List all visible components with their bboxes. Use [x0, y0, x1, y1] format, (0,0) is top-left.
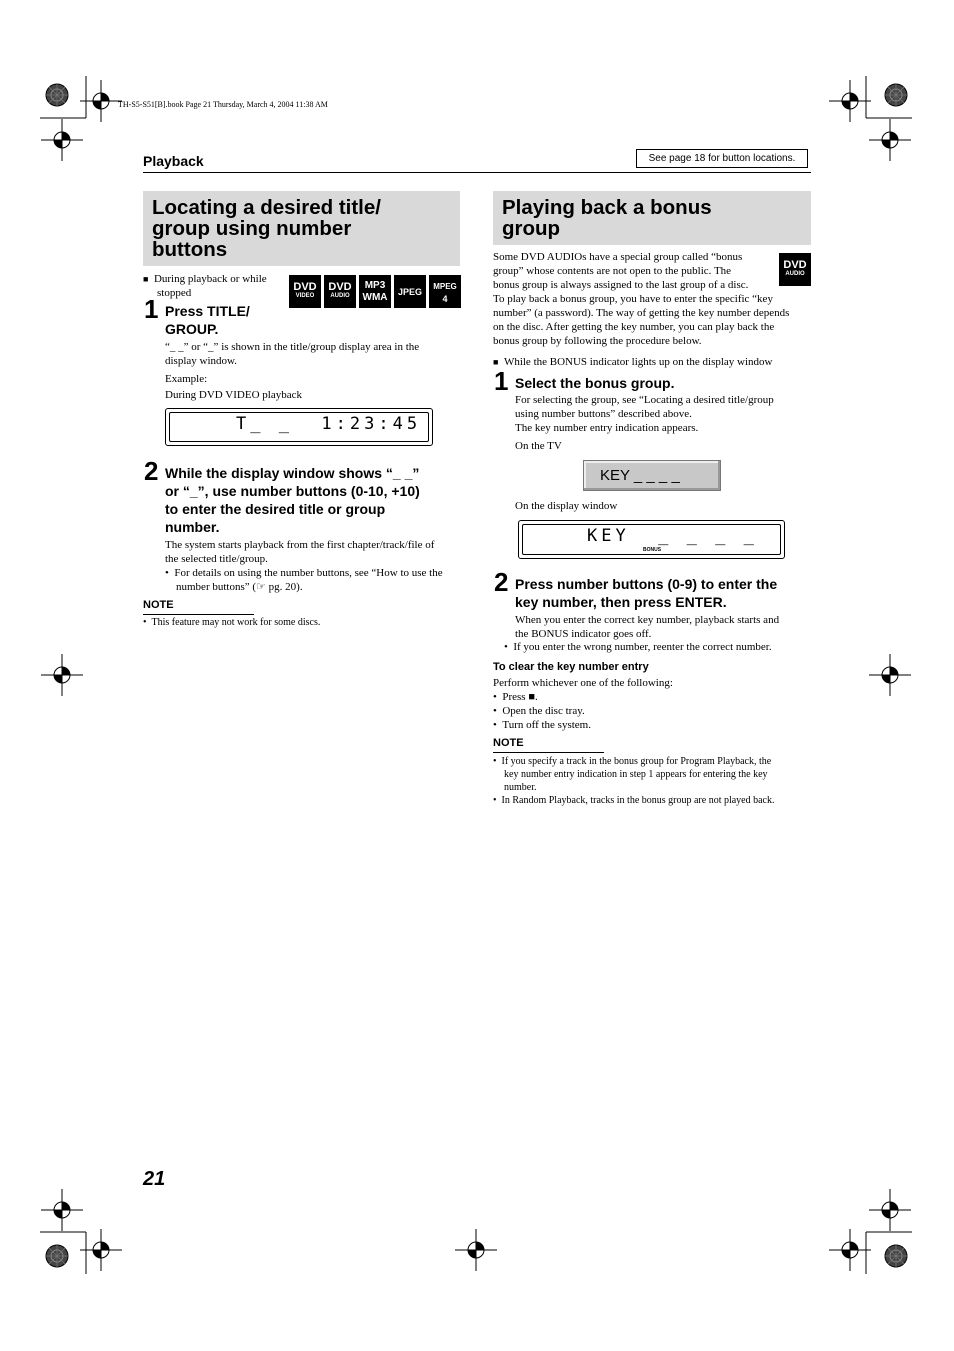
note-title: NOTE	[143, 599, 174, 611]
step-title: Select the bonus group.	[515, 375, 675, 391]
page-number: 21	[143, 1168, 166, 1190]
jpeg-badge: JPEG	[394, 275, 426, 308]
left-condition	[143, 272, 288, 300]
lcd-display-key	[518, 520, 785, 559]
step-description: When you enter the correct key number, playback starts and the BONUS indicator goes off.	[515, 614, 780, 640]
right-section-title: Playing back a bonus group	[493, 191, 811, 245]
step-description: The system starts playback from the first chapter/track/file of the selected title/group.	[165, 539, 435, 565]
step-bullet: • If you enter the wrong number, reenter the correct number.	[504, 641, 772, 653]
dvd-audio-badge: DVD AUDIO	[324, 275, 356, 308]
note-list: • If you specify a track in the bonus group for Program Playback, the key number entry indication in step 1 appears for entering the key number. • In Random Playback, tracks in the bonus group are not played back.	[493, 756, 775, 806]
lcd-text: T_ _ 1:23:45	[236, 414, 422, 434]
step-description: “_ _” or “_” is shown in the title/group display area in the display window.	[165, 341, 420, 367]
lcd-text: KEY _ _ _ _	[587, 526, 758, 546]
tv-key-text: KEY _ _ _ _	[600, 467, 680, 484]
tv-key-screen	[583, 460, 721, 491]
book-info: TH-S5-S51[B].book Page 21 Thursday, March 4, 2004 11:38 AM	[118, 100, 328, 109]
step-title: Press TITLE/ GROUP.	[165, 303, 250, 337]
bonus-indicator: BONUS	[643, 547, 662, 553]
dvd-video-badge: DVD VIDEO	[289, 275, 321, 308]
step-title: While the display window shows “_ _” or “_”, use number buttons (0-10, +10) to enter the desired title or group number.	[165, 465, 420, 535]
display-label: On the display window	[515, 500, 618, 512]
lcd-display-title	[165, 408, 433, 446]
dvd-audio-badge: DVD AUDIO	[779, 253, 811, 286]
step-number: 2	[494, 567, 509, 597]
note-rule	[493, 752, 604, 753]
step-bullet: • For details on using the number buttons, see “How to use the number buttons” (☞ pg. 20).	[165, 567, 443, 593]
right-condition: ■ While the BONUS indicator lights up on the display window	[493, 356, 773, 368]
clear-list: • Press ■. • Open the disc tray. • Turn off the system.	[493, 691, 591, 731]
tv-label: On the TV	[515, 440, 562, 452]
intro-paragraph: Some DVD AUDIOs have a special group called “bonus group” whose contents are not open to the public. The bonus group is always assigned to the last group of a disc. To play back a bonus group, you have to enter the specific “key number” (a password). The way of getting the key number depends on the disc. After getting the key number, you can play back the bonus group by following the procedure below.	[493, 251, 790, 347]
see-page-box: See page 18 for button locations.	[636, 149, 808, 168]
step-number: 1	[494, 366, 509, 396]
square-icon: ■	[143, 274, 149, 284]
mp3-wma-badge: MP3 WMA	[359, 275, 391, 308]
step-number: 1	[144, 294, 159, 324]
title-line: Locating a desired title/	[152, 196, 381, 219]
step-number: 2	[144, 456, 159, 486]
header-rule	[143, 172, 811, 173]
condition-line: stopped	[157, 287, 192, 299]
step-title: Press number buttons (0-9) to enter the key number, then press ENTER.	[515, 576, 778, 610]
title-line: group using number	[152, 217, 352, 240]
note-item: • This feature may not work for some discs.	[143, 617, 321, 628]
clear-title: To clear the key number entry	[493, 661, 649, 673]
section-label: Playback	[143, 153, 204, 169]
example-label: Example:	[165, 373, 208, 385]
clear-intro: Perform whichever one of the following:	[493, 677, 673, 689]
mpeg4-badge: MPEG 4	[429, 275, 461, 308]
note-title: NOTE	[493, 737, 524, 749]
title-line: buttons	[152, 238, 228, 261]
note-rule	[143, 614, 254, 615]
step-description: For selecting the group, see “Locating a desired title/group using number buttons” described above. The key number entry indication appears.	[515, 394, 774, 434]
left-section-title	[143, 191, 460, 266]
example-sub: During DVD VIDEO playback	[165, 389, 302, 401]
condition-line: During playback or while	[153, 273, 267, 285]
